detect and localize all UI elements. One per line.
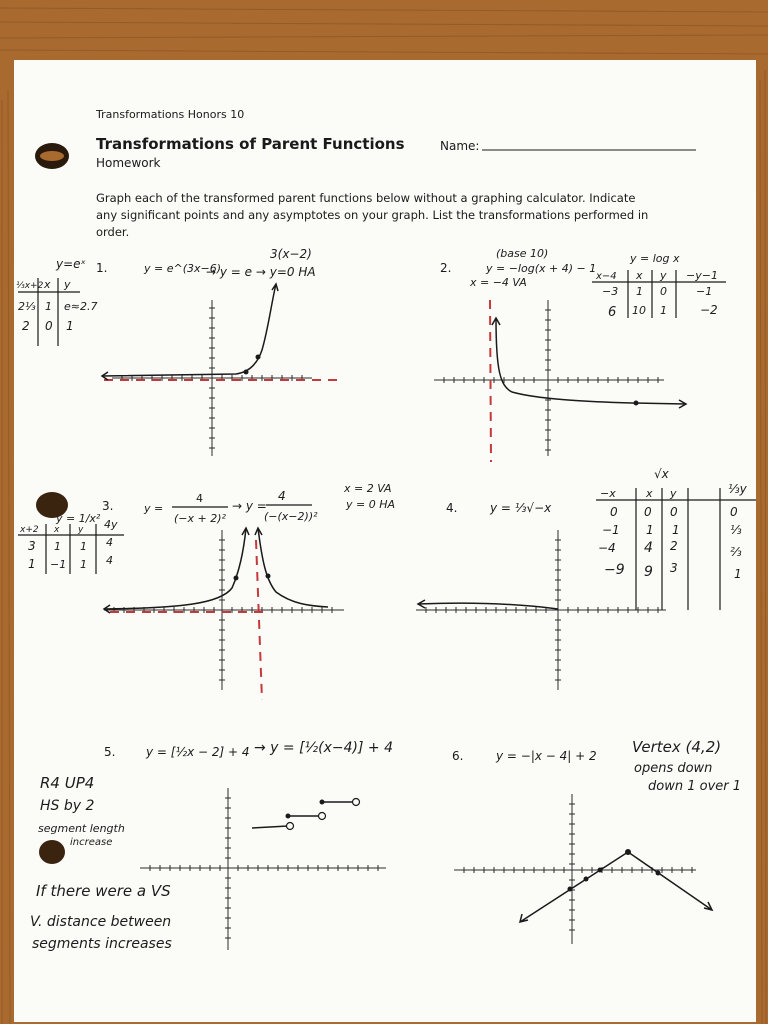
p3-point bbox=[234, 576, 239, 581]
p5-graph bbox=[140, 788, 386, 950]
p3-table-r1-c0: 3 bbox=[28, 539, 36, 553]
p3-table-r2-c2: 1 bbox=[80, 558, 87, 571]
p4-table-r4-c0: −9 bbox=[604, 562, 625, 578]
p3-graph bbox=[104, 528, 344, 700]
p2-number: 2. bbox=[440, 261, 452, 275]
p1-table-r1-c1: 1 bbox=[45, 300, 52, 313]
p4-table-r1-c1: 0 bbox=[644, 505, 652, 519]
p5-hw-note-3: segment length bbox=[38, 822, 125, 835]
p4-table-head-0: −x bbox=[600, 487, 616, 500]
p1-point bbox=[244, 370, 249, 375]
p6-point bbox=[584, 877, 589, 882]
p4-curve bbox=[418, 603, 558, 609]
p4-table-r3-c0: −4 bbox=[598, 541, 616, 555]
p2-table-r1-c0: −3 bbox=[602, 285, 619, 298]
p2-graph bbox=[434, 300, 686, 462]
instructions-line-3: order. bbox=[96, 225, 130, 239]
p4-number: 4. bbox=[446, 501, 458, 515]
p2-table-r1-c3: −1 bbox=[696, 285, 713, 298]
p3-vertical-asymptote bbox=[256, 540, 262, 700]
p4-table-r2-c0: −1 bbox=[602, 523, 620, 537]
p5-number: 5. bbox=[104, 745, 116, 759]
p3-hw-va: x = 2 VA bbox=[344, 482, 392, 495]
p6-hw-note-2: opens down bbox=[634, 761, 713, 776]
p4-table-r3-c1: 4 bbox=[644, 540, 653, 556]
p2-hw-va: x = −4 VA bbox=[470, 276, 527, 289]
p2-table-head-2: y bbox=[660, 269, 667, 282]
p4-table-r3-c2: 2 bbox=[670, 539, 678, 553]
p2-vertical-asymptote bbox=[490, 300, 491, 462]
p6-vertex bbox=[625, 849, 631, 855]
p3-table-r2-c0: 1 bbox=[28, 557, 36, 571]
p4-table-r3-c3: ⅔ bbox=[730, 545, 742, 559]
p1-table-head-0: ⅓x+2 bbox=[16, 281, 44, 291]
p1-table-r2-c1: 0 bbox=[45, 319, 53, 333]
p4-table-r4-c2: 3 bbox=[670, 561, 678, 575]
p3-table-head-3: 4y bbox=[104, 518, 118, 531]
p6-hw-note-3: down 1 over 1 bbox=[648, 779, 742, 794]
p5-hw-note-6: V. distance between bbox=[30, 914, 172, 930]
p6-graph bbox=[454, 794, 712, 944]
p2-curve bbox=[496, 318, 686, 404]
p2-table-r2-c2: 1 bbox=[660, 304, 667, 317]
p2-equation: y = −log(x + 4) − 1 bbox=[486, 262, 597, 275]
p4-table-head-1: x bbox=[646, 487, 653, 500]
p2-table-r2-c0: 6 bbox=[608, 305, 617, 320]
p6-point bbox=[568, 887, 573, 892]
p1-hw-rewrite: 3(x−2) bbox=[270, 247, 312, 261]
p6-equation: y = −|x − 4| + 2 bbox=[496, 749, 597, 763]
p3-table-head-2: y bbox=[78, 525, 84, 535]
p4-hw-parent: √x bbox=[654, 467, 669, 481]
p2-hw-base: (base 10) bbox=[496, 247, 549, 260]
p1-equation: y = e^(3x−6) bbox=[144, 262, 222, 275]
p4-table-r1-c2: 0 bbox=[670, 505, 678, 519]
p2-table-r1-c2: 0 bbox=[660, 285, 667, 298]
p3-table-r2-c3: 4 bbox=[106, 554, 113, 567]
p6-number: 6. bbox=[452, 749, 464, 763]
p4-table bbox=[596, 482, 756, 610]
p1-curve bbox=[102, 284, 276, 376]
p3-hw-parent: y = 1/x² bbox=[56, 512, 101, 525]
p4-graph bbox=[416, 530, 666, 690]
p1-hw-parent: y=eˣ bbox=[56, 257, 86, 271]
p6-point bbox=[656, 871, 661, 876]
p4-table-r2-c2: 1 bbox=[672, 523, 680, 537]
p4-table-r4-c3: 1 bbox=[734, 567, 742, 581]
p1-table-r1-c0: 2⅓ bbox=[18, 300, 36, 313]
p5-hw-note-2: HS by 2 bbox=[40, 798, 95, 814]
p5-hw-note-7: segments increases bbox=[32, 936, 172, 952]
p1-table-head-2: y bbox=[64, 278, 71, 291]
p4-equation: y = ⅓√−x bbox=[490, 501, 552, 515]
p3-curve-right bbox=[258, 528, 328, 607]
p4-table-r4-c1: 9 bbox=[644, 564, 653, 580]
instructions-line-2: any significant points and any asymptotes on your graph. List the transformations performed in bbox=[96, 208, 649, 222]
p5-hw-rewrite: → y = [½(x−4)] + 4 bbox=[254, 740, 393, 756]
p3-table-head-1: x bbox=[54, 525, 60, 535]
p5-equation: y = [½x − 2] + 4 bbox=[146, 745, 250, 759]
p2-table-r1-c1: 1 bbox=[636, 285, 643, 298]
p3-eq-lhs: y = bbox=[144, 502, 164, 515]
p5-hw-note-4: increase bbox=[70, 837, 113, 848]
p6-hw-note-1: Vertex (4,2) bbox=[632, 738, 722, 756]
p3-number: 3. bbox=[102, 499, 114, 513]
p2-table-r2-c3: −2 bbox=[700, 303, 718, 317]
p3-hw-num: 4 bbox=[278, 489, 286, 503]
p3-table-r1-c1: 1 bbox=[54, 540, 61, 553]
p2-table-head-1: x bbox=[636, 269, 643, 282]
p3-hw-ha: y = 0 HA bbox=[346, 498, 396, 511]
p3-point bbox=[266, 574, 271, 579]
p4-table-r1-c0: 0 bbox=[610, 505, 618, 519]
p6-curve bbox=[520, 852, 712, 922]
p3-table bbox=[18, 518, 124, 574]
p1-hw-rewrite-2: → y = e → y=0 HA bbox=[206, 265, 316, 279]
p1-point bbox=[256, 355, 261, 360]
binder-hole-bottom bbox=[39, 840, 65, 864]
p5-hw-note-5: If there were a VS bbox=[36, 882, 171, 900]
p4-table-head-3: ⅓y bbox=[728, 482, 747, 496]
p2-point bbox=[634, 401, 639, 406]
p2-table-head-3: −y−1 bbox=[686, 269, 718, 282]
p3-table-head-0: x+2 bbox=[20, 525, 39, 535]
p2-table-r2-c1: 10 bbox=[632, 304, 646, 317]
p3-table-r2-c1: −1 bbox=[50, 558, 67, 571]
p3-eq-den: (−x + 2)² bbox=[174, 512, 226, 525]
p1-table-r2-c2: 1 bbox=[66, 319, 74, 333]
p4-table-r1-c3: 0 bbox=[730, 505, 738, 519]
page-title: Transformations of Parent Functions bbox=[96, 135, 405, 153]
p3-hw-arrow: → y = bbox=[232, 499, 267, 513]
p3-hw-den: (−(x−2))² bbox=[264, 510, 318, 523]
course-label: Transformations Honors 10 bbox=[96, 108, 245, 121]
p1-number: 1. bbox=[96, 261, 108, 275]
p6-point bbox=[598, 868, 603, 873]
p5-step-1 bbox=[252, 826, 288, 828]
p1-table bbox=[16, 278, 97, 346]
p1-table-r1-c2: e≈2.7 bbox=[64, 300, 98, 313]
p5-hw-note-1: R4 UP4 bbox=[40, 774, 95, 792]
p1-graph bbox=[102, 284, 340, 456]
page-subtitle: Homework bbox=[96, 156, 161, 170]
p3-table-r1-c2: 1 bbox=[80, 540, 87, 553]
p3-eq-num: 4 bbox=[196, 492, 203, 505]
name-label: Name: bbox=[440, 139, 480, 153]
p1-table-r2-c0: 2 bbox=[22, 319, 30, 333]
p2-table bbox=[592, 269, 726, 320]
binder-hole-top bbox=[35, 143, 69, 169]
p4-table-r2-c1: 1 bbox=[646, 523, 654, 537]
instructions-line-1: Graph each of the transformed parent functions below without a graphing calculator. Indicate bbox=[96, 191, 636, 205]
p1-table-head-1: x bbox=[44, 278, 51, 291]
p4-table-r2-c3: ⅓ bbox=[730, 523, 742, 537]
p3-table-r1-c3: 4 bbox=[106, 536, 113, 549]
p2-table-head-0: x−4 bbox=[596, 271, 617, 282]
p4-table-head-2: y bbox=[670, 487, 677, 500]
p2-hw-parent: y = log x bbox=[630, 252, 680, 265]
